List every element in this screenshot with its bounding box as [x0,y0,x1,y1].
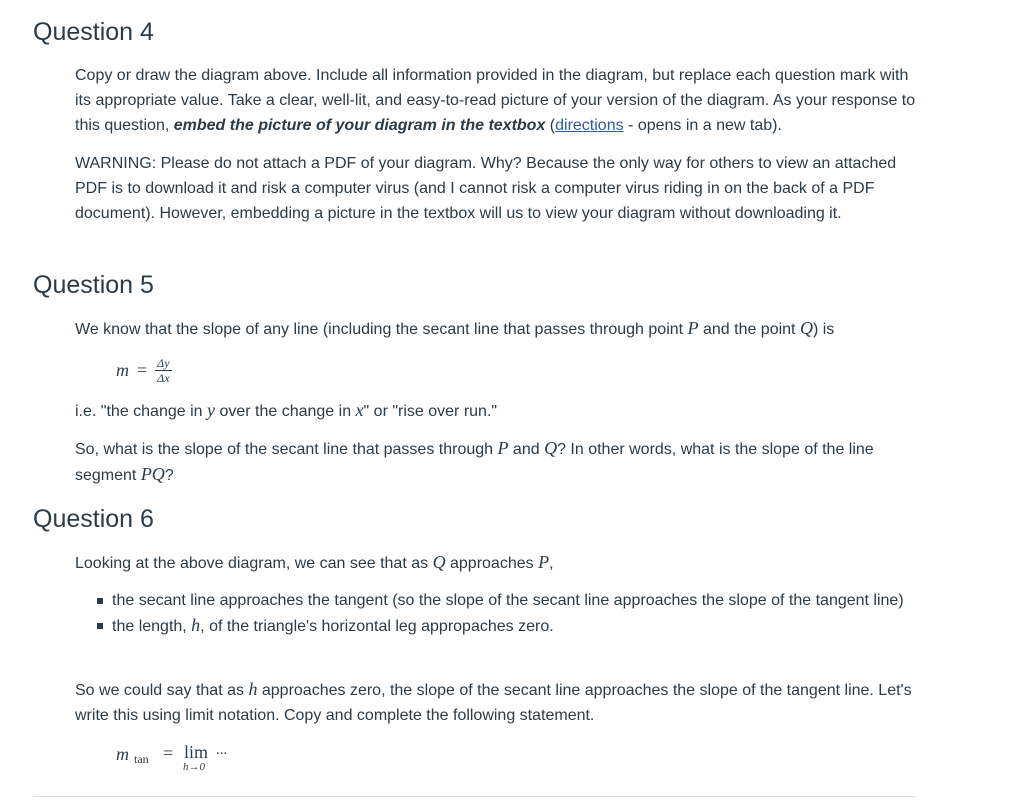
delta-fraction [155,356,171,385]
question-5-intro: We know that the slope of any line (including the secant line that passes through point P and the point Q) is [75,318,835,338]
question-6-prompt: So we could say that as h approaches zero, the slope of the secant line approaches the slope of the tangent line. Let's write this using limit notation. Copy and complete the following statement. [75,679,912,724]
divider [33,796,916,797]
question-5-prompt: So, what is the slope of the secant line that passes through P and Q? In other words, what is the slope of the line segment PQ? [75,438,874,484]
question-6-intro: Looking at the above diagram, we can see that as Q approaches P, [75,552,554,572]
fraction-denominator: Δx [157,370,170,385]
question-4-heading: Question 4 [33,18,154,46]
fraction-numerator: Δy [157,355,170,370]
directions-link[interactable]: directions [555,117,624,134]
slope-formula: m = $\frac{\Delta y}{\Delta x}$ [116,355,170,385]
rise-over-run-note: i.e. "the change in y over the change in x" or "rise over run." [75,400,498,420]
question-4-warning: WARNING: Please do not attach a PDF of your diagram. Why? Because the only way for others to view an attached PDF is to download it and risk a computer virus (and I cannot risk a computer virus riding in on the back of a PDF document). However, embedding a picture in the textbox will us to view your diagram without downloading it. [75,155,897,222]
page: Question 4 Copy or draw the diagram above. Include all information provided in the diagram, but replace each question mark with its appropriate value. Take a clear, well-lit, and easy-to-read picture of your version of the diagram. As your response to this question, embed the picture of your diagram in the textbox (directions - opens in a new tab). WARNING: Please do not attach a PDF of your diagram. Why? Because the only way for others to view an attached PDF is to download it and risk a computer virus (and I cannot risk a computer virus riding in on the back of a PDF document). However, embedding a picture in the textbox will us to view your diagram without downloading it. Question 5 We know that the slope of any line (including the secant line that passes through point P and the point Q) is m = $\frac{\Delta y}{\Delta x}$ i.e. "the change in y over the change in x" or "rise over run." So, what is the slope of the secant line that passes through P and Q? In other words, what is the slope of the line segment PQ? Question 6 Looking at the above diagram, we can see that as Q approaches P, the secant line approaches the tangent (so the slope of the secant line approaches the slope of the tangent line) the length, h, of the triangle's horizontal leg appropaches zero. So we could say that as h approaches zero, the slope of the secant line approaches the slope of the tangent line. Let's write this using limit notation. Copy and complete the following statement. m tan = lim h→0 ... [0,0,1024,803]
question-4-instructions: Copy or draw the diagram above. Include all information provided in the diagram, but replace each question mark with its appropriate value. Take a clear, well-lit, and easy-to-read picture of your version of the diagram. As your response to this question, embed the picture of your diagram in the textbox (directions - opens in a new tab). [75,67,916,134]
embed-instruction-emphasis: embed the picture of your diagram in the textbox [173,117,546,134]
observation-list [75,588,905,639]
list-item: the secant line approaches the tangent (so the slope of the secant line approaches the slope of the tangent line) [75,588,905,613]
question-6-heading: Question 6 [33,505,154,533]
list-item: the length, h, of the triangle's horizontal leg appropaches zero. [75,613,905,639]
question-5-heading: Question 5 [33,271,154,299]
